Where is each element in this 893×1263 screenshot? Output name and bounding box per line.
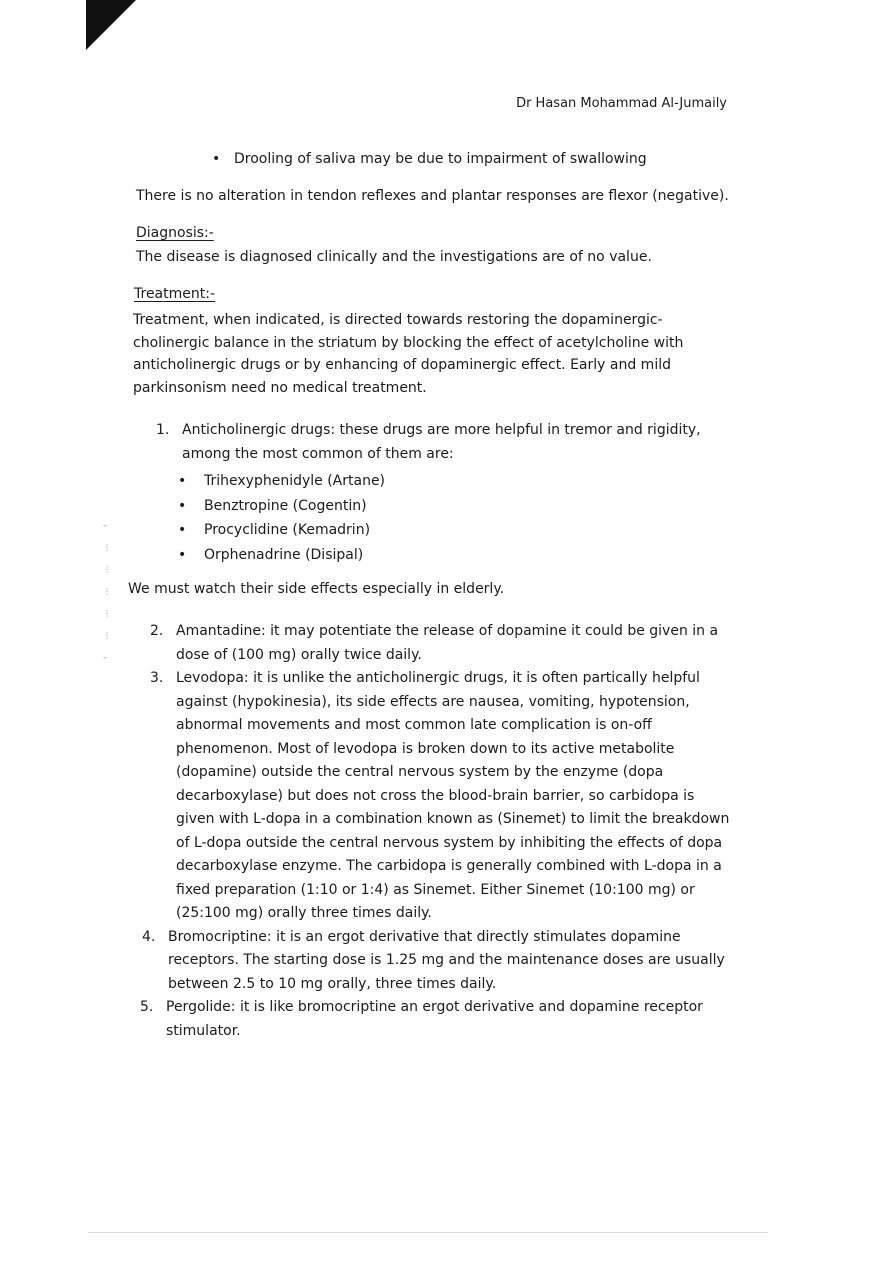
diagnosis-heading: Diagnosis:- [136, 225, 214, 241]
list-item [142, 926, 735, 997]
treatment-heading: Treatment:- [134, 286, 216, 302]
drug-list-continued [140, 620, 735, 1043]
drooling-text: Drooling of saliva may be due to impairment of swallowing [234, 151, 647, 167]
side-effects-note: We must watch their side effects especially in elderly. [128, 581, 505, 597]
drug-item: • Orphenadrine (Disipal) [178, 543, 736, 568]
bullet-icon: • [212, 151, 221, 167]
list-number: 1. [156, 422, 170, 438]
list-item-text: Bromocriptine: it is an ergot derivative that directly stimulates dopamine receptors. The starting dose is 1.25 mg and the maintenance doses are usually between 2.5 to 10 mg orally, three times daily. [168, 928, 725, 992]
author-header: Dr Hasan Mohammad Al-Jumaily [516, 96, 727, 111]
anticholinergic-list [156, 419, 736, 567]
list-item-text: Amantadine: it may potentiate the release of dopamine it could be given in a dose of (100 mg) orally twice daily. [176, 623, 719, 663]
margin-marks: – ⋮ ⋮ ⋮ ⋮ ⋮ – [103, 521, 111, 662]
reflex-paragraph: There is no alteration in tendon reflexes and plantar responses are flexor (negative). [136, 188, 729, 204]
list-number: 2. [150, 623, 164, 639]
list-item-text: Levodopa: it is unlike the anticholinergic drugs, it is often partically helpful against (hypokinesia), its side effects are nausea, vomiting, hypotension, abnormal movements and most common late complication is on-off phenomenon. Most of levodopa is broken down to its active metabolite (dopamine) outside the central nervous system by the enzyme (dopa decarboxylase) but does not cross the blood-brain barrier, so carbidopa is given with L-dopa in a combination known as (Sinemet) to limit the breakdown of L-dopa outside the central nervous system by inhibiting the effects of dopa decarboxylase enzyme. The carbidopa is generally combined with L-dopa in a fixed preparation (1:10 or 1:4) as Sinemet. Either Sinemet (10:100 mg) or (25:100 mg) orally three times daily. [176, 670, 730, 921]
diagnosis-text: The disease is diagnosed clinically and the investigations are of no value. [136, 249, 652, 265]
scan-edge-line [88, 1232, 768, 1233]
treatment-text: Treatment, when indicated, is directed towards restoring the dopaminergic-cholinergic balance in the striatum by blocking the effect of acetylcholine with anticholinergic drugs or by enhancing of dopaminergic effect. Early and mild parkinsonism need no medical treatment. [133, 312, 684, 396]
list-item-text: Pergolide: it is like bromocriptine an ergot derivative and dopamine receptor stimulator. [166, 999, 703, 1039]
page-corner-fold [86, 0, 136, 50]
list-item [150, 620, 735, 667]
list-item-text: Anticholinergic drugs: these drugs are more helpful in tremor and rigidity, among the most common of them are: [182, 422, 701, 462]
list-number: 4. [142, 928, 156, 945]
list-number: 5. [140, 999, 154, 1015]
drug-item: • Benztropine (Cogentin) [178, 494, 736, 519]
drug-item: • Procyclidine (Kemadrin) [178, 518, 736, 543]
list-item [150, 667, 735, 926]
drug-sublist [178, 469, 736, 567]
list-item [140, 996, 735, 1043]
list-item [156, 419, 736, 466]
drooling-bullet [212, 150, 647, 168]
drug-item: • Trihexyphenidyle (Artane) [178, 469, 736, 494]
list-number: 3. [150, 670, 164, 686]
